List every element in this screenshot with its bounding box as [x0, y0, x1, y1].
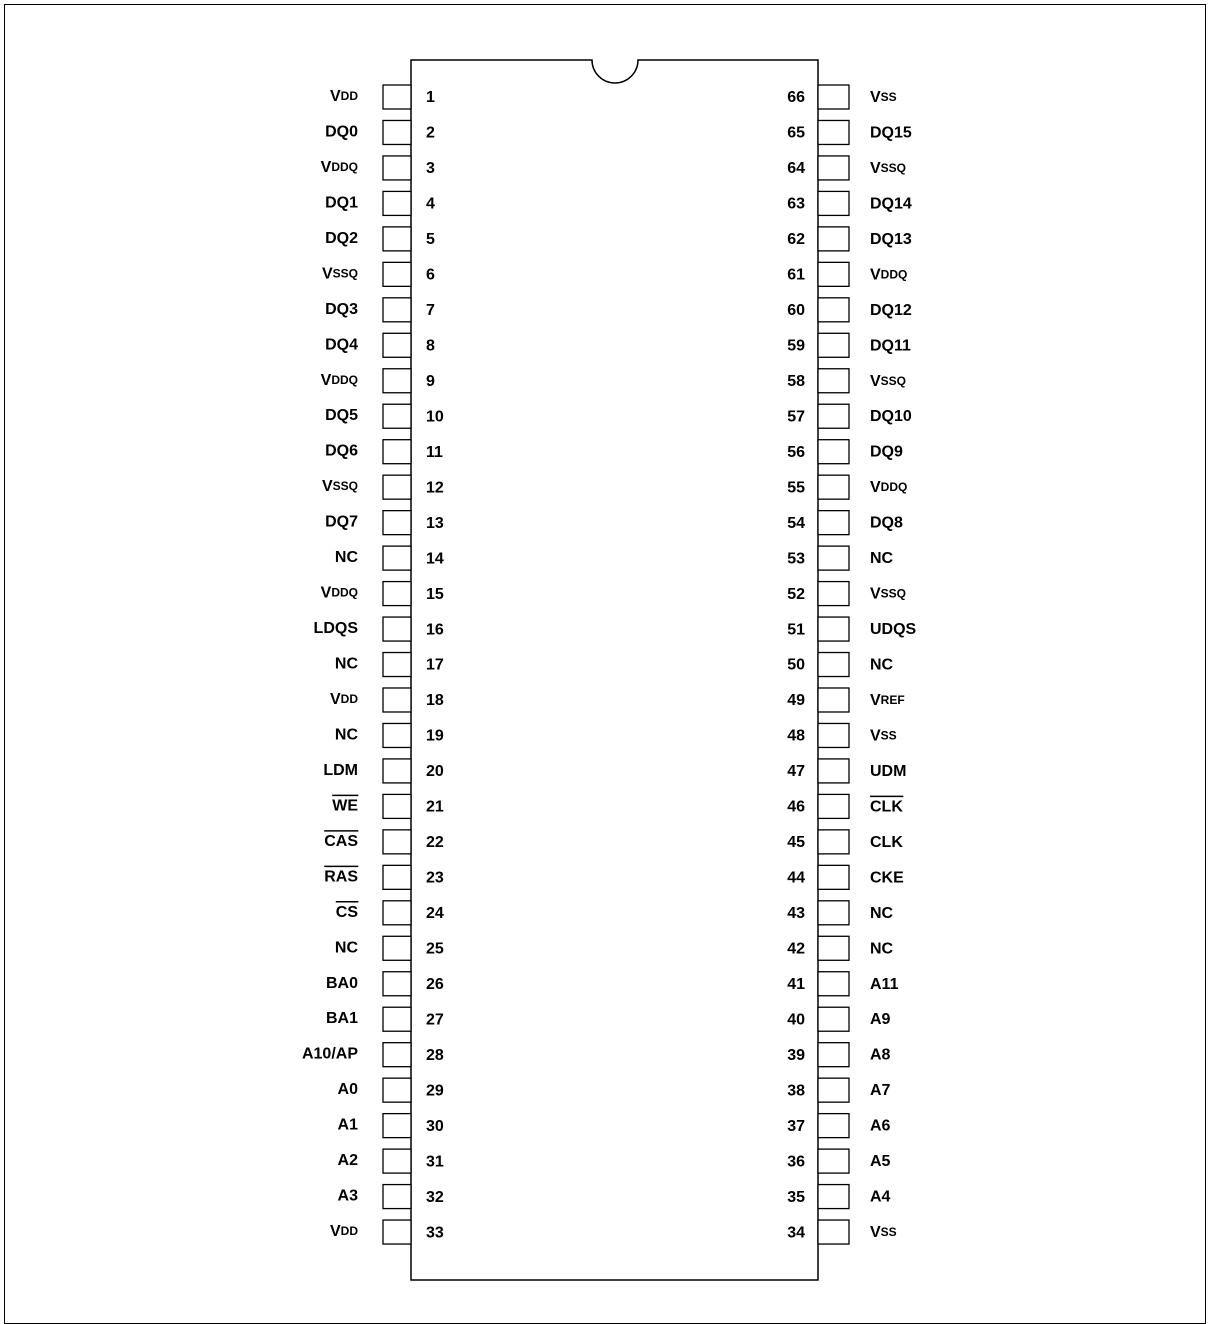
pin-number: 49	[787, 692, 805, 710]
pin-name: BA1	[325, 1010, 358, 1028]
pin-54	[787, 511, 903, 535]
pin-14	[335, 546, 444, 570]
chip-body	[411, 60, 818, 1280]
pin-name: LDM	[323, 762, 358, 780]
pin-number: 15	[426, 585, 444, 603]
pin-name: NC	[334, 726, 358, 744]
pin-45	[787, 830, 903, 854]
pin-number: 59	[787, 337, 805, 355]
pin-number: 21	[426, 798, 444, 816]
pin-name: A7	[870, 1082, 891, 1100]
pin-lead	[818, 759, 849, 783]
pin-33	[330, 1220, 444, 1244]
pin-name: DQ7	[325, 513, 358, 531]
pin-number: 51	[787, 621, 805, 639]
pin-number: 45	[787, 834, 805, 852]
pin-21	[332, 794, 444, 818]
pin-46	[787, 794, 903, 818]
pin-number: 20	[426, 763, 444, 781]
pin-name: UDM	[870, 763, 907, 781]
pin-number: 62	[787, 231, 805, 249]
pin-number: 2	[426, 124, 435, 142]
pin-name: VDDQ	[320, 371, 358, 389]
pin-number: 4	[426, 195, 435, 213]
pin-lead	[818, 653, 849, 677]
pin-50	[787, 653, 893, 677]
pin-number: 30	[426, 1117, 444, 1135]
pin-name: CKE	[870, 869, 904, 887]
pin-number: 25	[426, 940, 444, 958]
pin-name: A9	[870, 1011, 891, 1029]
pin-number: 22	[426, 834, 444, 852]
pin-lead	[818, 582, 849, 606]
pin-number: 5	[426, 231, 435, 249]
pin-name: VSS	[870, 727, 897, 745]
pin-name: DQ4	[325, 336, 358, 354]
pin-name: VREF	[870, 692, 905, 710]
pin-number: 55	[787, 479, 805, 497]
pin-56	[787, 440, 903, 464]
pin-number: 41	[787, 975, 805, 993]
pin-name: VSSQ	[321, 265, 358, 283]
pin-lead	[383, 653, 411, 677]
pin-lead	[383, 617, 411, 641]
pin-22	[324, 830, 444, 854]
pin-lead	[818, 865, 849, 889]
pin-lead	[818, 440, 849, 464]
pin-number: 32	[426, 1188, 444, 1206]
pin-lead	[818, 85, 849, 109]
pin-number: 14	[426, 550, 444, 568]
pin-name: LDQS	[313, 620, 358, 638]
pin-lead	[818, 546, 849, 570]
pin-number: 24	[426, 905, 444, 923]
pin-name: VDD	[329, 691, 358, 709]
pin-name: DQ1	[325, 194, 358, 212]
pin-39	[787, 1043, 890, 1067]
pin-lead	[818, 1220, 849, 1244]
pin-number: 43	[787, 905, 805, 923]
pin-41	[787, 972, 898, 996]
pin-lead	[383, 901, 411, 925]
pin-lead	[818, 227, 849, 251]
pin-number: 3	[426, 160, 435, 178]
pin-number: 17	[426, 656, 444, 674]
pin-number: 23	[426, 869, 444, 887]
pin-name: A1	[337, 1116, 358, 1134]
pin-lead	[818, 369, 849, 393]
pin-lead	[383, 830, 411, 854]
pin-name: VDD	[329, 88, 358, 106]
pin-name: DQ8	[870, 514, 903, 532]
pin-number: 39	[787, 1046, 805, 1064]
pin-number: 29	[426, 1082, 444, 1100]
pin-36	[787, 1149, 890, 1173]
pin-lead	[383, 475, 411, 499]
pin-name: DQ3	[325, 301, 358, 319]
pin-lead	[383, 1078, 411, 1102]
pin-12	[322, 475, 444, 499]
pin-name: A2	[337, 1152, 358, 1170]
pin-lead	[383, 227, 411, 251]
pin-name: NC	[870, 550, 894, 568]
pin-number: 46	[787, 798, 805, 816]
pin-lead	[383, 191, 411, 215]
pin-number: 44	[787, 869, 805, 887]
pin-number: 56	[787, 443, 805, 461]
pin-38	[787, 1078, 890, 1102]
pin-number: 54	[787, 514, 805, 532]
pin-number: 58	[787, 372, 805, 390]
pin-53	[787, 546, 893, 570]
pin-number: 1	[426, 89, 435, 107]
pin-name: DQ11	[870, 337, 911, 355]
pin-name: CLK	[870, 798, 903, 816]
pin-name: NC	[334, 549, 358, 567]
pin-29	[338, 1078, 444, 1102]
pin-lead	[383, 1043, 411, 1067]
pin-24	[336, 901, 444, 925]
pin-number: 53	[787, 550, 805, 568]
pin-name: VDDQ	[870, 479, 908, 497]
pin-name: VSS	[870, 1224, 897, 1242]
pin-43	[787, 901, 893, 925]
pin-number: 27	[426, 1011, 444, 1029]
pin-17	[335, 653, 444, 677]
pin-66	[787, 85, 896, 109]
pin-lead	[818, 1114, 849, 1138]
pin-lead	[383, 1220, 411, 1244]
pin-number: 9	[426, 372, 435, 390]
pin-number: 52	[787, 585, 805, 603]
pin-number: 7	[426, 302, 435, 320]
pin-number: 38	[787, 1082, 805, 1100]
pin-name: NC	[334, 655, 358, 673]
pin-lead	[383, 546, 411, 570]
pin-lead	[818, 1149, 849, 1173]
pin-lead	[383, 723, 411, 747]
pin-48	[787, 723, 896, 747]
pin-lead	[383, 1185, 411, 1209]
pin-lead	[818, 1007, 849, 1031]
pin-lead	[383, 156, 411, 180]
pin-number: 50	[787, 656, 805, 674]
pin-lead	[383, 972, 411, 996]
pin-number: 60	[787, 302, 805, 320]
pin-lead	[818, 688, 849, 712]
pin-name: DQ5	[325, 407, 358, 425]
pin-number: 26	[426, 975, 444, 993]
pin-name: CAS	[324, 833, 358, 851]
pin-lead	[383, 333, 411, 357]
pin-lead	[383, 298, 411, 322]
pin-name: NC	[334, 939, 358, 957]
pin-number: 28	[426, 1046, 444, 1064]
pin-number: 31	[426, 1153, 444, 1171]
pin-name: DQ14	[870, 195, 912, 213]
pin-name: DQ2	[325, 230, 358, 248]
pin-18	[330, 688, 444, 712]
pin-lead	[818, 262, 849, 286]
pin-number: 12	[426, 479, 444, 497]
pin-lead	[383, 1114, 411, 1138]
pin-lead	[383, 582, 411, 606]
pin-name: WE	[332, 797, 358, 815]
pin-number: 64	[787, 160, 805, 178]
pin-15	[321, 582, 444, 606]
pin-number: 65	[787, 124, 805, 142]
pin-number: 36	[787, 1153, 805, 1171]
pin-lead	[818, 723, 849, 747]
pin-number: 10	[426, 408, 444, 426]
pin-lead	[818, 1043, 849, 1067]
pin-lead	[818, 936, 849, 960]
pin-name: VDD	[329, 1223, 358, 1241]
pin-number: 63	[787, 195, 805, 213]
pin-lead	[818, 298, 849, 322]
pin-name: UDQS	[870, 621, 917, 639]
pin-25	[335, 936, 444, 960]
pin-name: CLK	[870, 834, 903, 852]
pin-number: 33	[426, 1224, 444, 1242]
pin-number: 11	[426, 443, 443, 461]
pin-name: DQ6	[325, 442, 358, 460]
pin-name: VDDQ	[320, 584, 358, 602]
pin-name: BA0	[325, 974, 358, 992]
pin-34	[787, 1220, 896, 1244]
pin-13	[325, 511, 444, 535]
pin-35	[787, 1185, 890, 1209]
pin-lead	[383, 404, 411, 428]
pin-40	[787, 1007, 890, 1031]
pin-lead	[383, 865, 411, 889]
pin-number: 48	[787, 727, 805, 745]
pin-lead	[818, 901, 849, 925]
pin-name: NC	[870, 905, 894, 923]
pin-name: A11	[870, 975, 899, 993]
pin-number: 34	[787, 1224, 805, 1242]
pin-lead	[383, 440, 411, 464]
pin-number: 6	[426, 266, 435, 284]
pin-lead	[818, 794, 849, 818]
pin-10	[325, 404, 444, 428]
pin-11	[325, 440, 443, 464]
pin-name: VDDQ	[320, 159, 358, 177]
pin-name: VDDQ	[870, 266, 908, 284]
pin-lead	[818, 191, 849, 215]
pin-lead	[818, 475, 849, 499]
pin-lead	[383, 262, 411, 286]
pin-number: 66	[787, 89, 805, 107]
pin-number: 37	[787, 1117, 805, 1135]
pin-number: 57	[787, 408, 805, 426]
pin-name: A6	[870, 1117, 891, 1135]
pin-number: 8	[426, 337, 435, 355]
pin-lead	[818, 1078, 849, 1102]
pin-19	[335, 723, 444, 747]
pin-lead	[818, 1185, 849, 1209]
pin-number: 16	[426, 621, 444, 639]
pin-name: VSSQ	[870, 585, 907, 603]
pin-37	[787, 1114, 890, 1138]
pin-name: A8	[870, 1046, 891, 1064]
pin-lead	[818, 972, 849, 996]
pin-name: A4	[870, 1188, 891, 1206]
pin-name: RAS	[324, 868, 358, 886]
pin-name: VSSQ	[321, 478, 358, 496]
pin-name: CS	[335, 904, 358, 922]
pin-27	[326, 1007, 444, 1031]
pin-number: 13	[426, 514, 444, 532]
pin-name: A5	[870, 1153, 891, 1171]
pin-lead	[383, 688, 411, 712]
pin-name: DQ9	[870, 443, 903, 461]
pin-name: NC	[870, 940, 894, 958]
pin-name: A10/AP	[301, 1045, 358, 1063]
pin-name: NC	[870, 656, 894, 674]
pin-number: 40	[787, 1011, 805, 1029]
pin-name: DQ15	[870, 124, 912, 142]
pin-number: 35	[787, 1188, 805, 1206]
pin-name: A3	[337, 1187, 358, 1205]
pin-lead	[383, 936, 411, 960]
pin-lead	[383, 794, 411, 818]
pin-lead	[383, 1149, 411, 1173]
pin-number: 18	[426, 692, 444, 710]
pin-number: 61	[787, 266, 805, 284]
pin-number: 47	[787, 763, 805, 781]
pin-44	[787, 865, 904, 889]
pin-31	[338, 1149, 444, 1173]
pin-lead	[383, 85, 411, 109]
pin-lead	[818, 333, 849, 357]
pin-name: DQ12	[870, 302, 912, 320]
pin-lead	[383, 759, 411, 783]
pin-number: 42	[787, 940, 805, 958]
pin-name: DQ10	[870, 408, 912, 426]
pin-name: VSSQ	[870, 160, 907, 178]
pin-23	[324, 865, 444, 889]
pin-name: VSS	[870, 89, 897, 107]
pin-name: DQ0	[325, 123, 358, 141]
pin-lead	[818, 156, 849, 180]
pin-20	[323, 759, 444, 783]
pin-name: DQ13	[870, 231, 912, 249]
pin-name: A0	[337, 1081, 358, 1099]
pin-30	[338, 1114, 444, 1138]
pin-lead	[383, 120, 411, 144]
pin-32	[338, 1185, 444, 1209]
pin-lead	[383, 1007, 411, 1031]
pin-lead	[818, 120, 849, 144]
pin-49	[787, 688, 904, 712]
pin-lead	[818, 830, 849, 854]
pin-lead	[818, 617, 849, 641]
pin-lead	[383, 369, 411, 393]
pin-42	[787, 936, 893, 960]
pin-name: VSSQ	[870, 372, 907, 390]
pin-lead	[383, 511, 411, 535]
pin-number: 19	[426, 727, 444, 745]
pin-lead	[818, 511, 849, 535]
pin-26	[326, 972, 444, 996]
pin-lead	[818, 404, 849, 428]
